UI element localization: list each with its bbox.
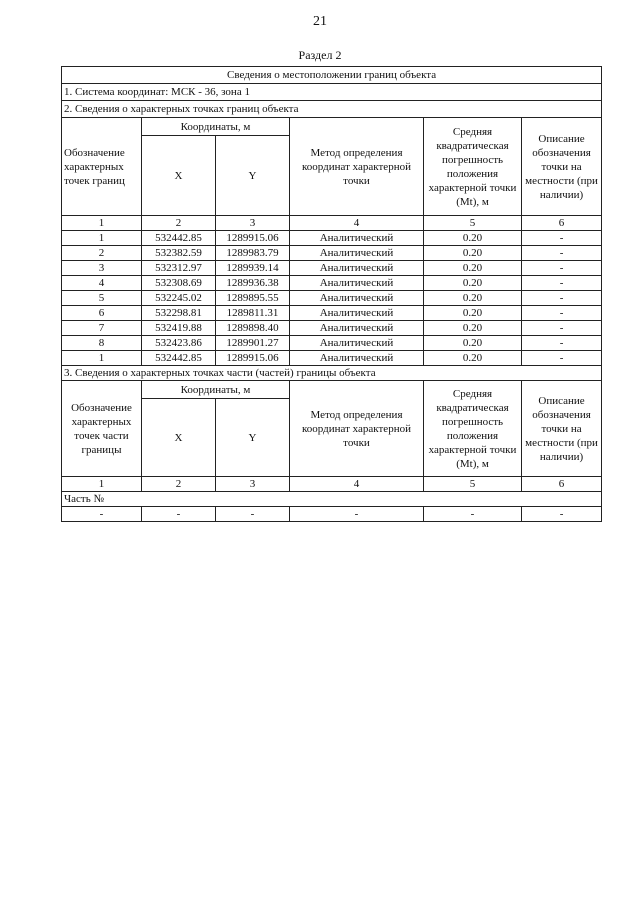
- mt-cell: 0.20: [424, 306, 522, 321]
- table-row: [62, 276, 602, 291]
- table-row: [62, 321, 602, 336]
- description-cell: -: [522, 291, 602, 306]
- point-cell: 3: [62, 261, 142, 276]
- header-error: Средняя квадратическая погрешность положения характерной точки (Мt), м: [424, 118, 522, 216]
- y-cell: 1289915.06: [216, 351, 290, 366]
- x-cell: 532312.97: [142, 261, 216, 276]
- table-title: Сведения о местоположении границ объекта: [62, 67, 602, 84]
- method-cell: Аналитический: [290, 351, 424, 366]
- x-cell: 532423.86: [142, 336, 216, 351]
- description-cell: -: [522, 261, 602, 276]
- table-row: [62, 291, 602, 306]
- x-cell: 532245.02: [142, 291, 216, 306]
- column-number: 4: [290, 477, 424, 492]
- point-cell: 6: [62, 306, 142, 321]
- header-y: Y: [216, 136, 290, 216]
- table-row: [62, 261, 602, 276]
- header-x: X: [142, 399, 216, 477]
- section-3-title: 3. Сведения о характерных точках части (частей) границы объекта: [62, 366, 602, 381]
- column-number: 5: [424, 216, 522, 231]
- method-cell: Аналитический: [290, 276, 424, 291]
- mt-cell: 0.20: [424, 231, 522, 246]
- column-number: 5: [424, 477, 522, 492]
- description-cell: -: [522, 246, 602, 261]
- column-number: 3: [216, 477, 290, 492]
- table-row: [62, 231, 602, 246]
- column-number: 1: [62, 477, 142, 492]
- x-cell: 532419.88: [142, 321, 216, 336]
- description-cell: -: [522, 231, 602, 246]
- section-title: Раздел 2: [298, 48, 342, 62]
- y-cell: -: [216, 507, 290, 522]
- column-number: 4: [290, 216, 424, 231]
- boundary-table: [61, 66, 602, 522]
- column-number: 3: [216, 216, 290, 231]
- mt-cell: -: [424, 507, 522, 522]
- description-cell: -: [522, 507, 602, 522]
- header-y: Y: [216, 399, 290, 477]
- coordinate-system: 1. Система координат: МСК - 36, зона 1: [62, 84, 602, 101]
- description-cell: -: [522, 321, 602, 336]
- description-cell: -: [522, 306, 602, 321]
- header-description: Описание обозначения точки на местности (при наличии): [522, 118, 602, 216]
- point-cell: 7: [62, 321, 142, 336]
- x-cell: 532442.85: [142, 231, 216, 246]
- x-cell: 532298.81: [142, 306, 216, 321]
- page-number: 21: [313, 14, 327, 29]
- method-cell: -: [290, 507, 424, 522]
- mt-cell: 0.20: [424, 261, 522, 276]
- method-cell: Аналитический: [290, 246, 424, 261]
- column-numbers-row: [62, 216, 602, 231]
- y-cell: 1289895.55: [216, 291, 290, 306]
- table-row: [62, 507, 602, 522]
- y-cell: 1289915.06: [216, 231, 290, 246]
- column-number: 2: [142, 477, 216, 492]
- column-number: 1: [62, 216, 142, 231]
- method-cell: Аналитический: [290, 231, 424, 246]
- column-numbers-row: [62, 477, 602, 492]
- method-cell: Аналитический: [290, 336, 424, 351]
- y-cell: 1289983.79: [216, 246, 290, 261]
- header-method: Метод определения координат характерной точки: [290, 118, 424, 216]
- method-cell: Аналитический: [290, 291, 424, 306]
- header-designation: Обозначение характерных точек границ: [62, 118, 142, 216]
- point-cell: 2: [62, 246, 142, 261]
- header-x: X: [142, 136, 216, 216]
- table-row: [62, 306, 602, 321]
- table-row: [62, 336, 602, 351]
- header-designation-part: Обозначение характерных точек части границы: [62, 381, 142, 477]
- method-cell: Аналитический: [290, 306, 424, 321]
- x-cell: -: [142, 507, 216, 522]
- mt-cell: 0.20: [424, 321, 522, 336]
- x-cell: 532442.85: [142, 351, 216, 366]
- table-row: [62, 351, 602, 366]
- y-cell: 1289901.27: [216, 336, 290, 351]
- mt-cell: 0.20: [424, 351, 522, 366]
- description-cell: -: [522, 276, 602, 291]
- mt-cell: 0.20: [424, 246, 522, 261]
- point-cell: 1: [62, 231, 142, 246]
- header-method: Метод определения координат характерной точки: [290, 381, 424, 477]
- point-cell: 8: [62, 336, 142, 351]
- method-cell: Аналитический: [290, 321, 424, 336]
- x-cell: 532308.69: [142, 276, 216, 291]
- point-cell: 5: [62, 291, 142, 306]
- header-coordinates: Координаты, м: [142, 381, 290, 399]
- point-cell: 4: [62, 276, 142, 291]
- method-cell: Аналитический: [290, 261, 424, 276]
- column-number: 6: [522, 216, 602, 231]
- mt-cell: 0.20: [424, 336, 522, 351]
- column-number: 6: [522, 477, 602, 492]
- point-cell: -: [62, 507, 142, 522]
- mt-cell: 0.20: [424, 291, 522, 306]
- point-cell: 1: [62, 351, 142, 366]
- description-cell: -: [522, 336, 602, 351]
- section-2-title: 2. Сведения о характерных точках границ объекта: [62, 101, 602, 118]
- part-label: Часть №: [62, 492, 602, 507]
- y-cell: 1289811.31: [216, 306, 290, 321]
- x-cell: 532382.59: [142, 246, 216, 261]
- header-error: Средняя квадратическая погрешность положения характерной точки (Мt), м: [424, 381, 522, 477]
- mt-cell: 0.20: [424, 276, 522, 291]
- y-cell: 1289939.14: [216, 261, 290, 276]
- header-coordinates: Координаты, м: [142, 118, 290, 136]
- table-row: [62, 246, 602, 261]
- y-cell: 1289936.38: [216, 276, 290, 291]
- y-cell: 1289898.40: [216, 321, 290, 336]
- column-number: 2: [142, 216, 216, 231]
- header-description: Описание обозначения точки на местности (при наличии): [522, 381, 602, 477]
- description-cell: -: [522, 351, 602, 366]
